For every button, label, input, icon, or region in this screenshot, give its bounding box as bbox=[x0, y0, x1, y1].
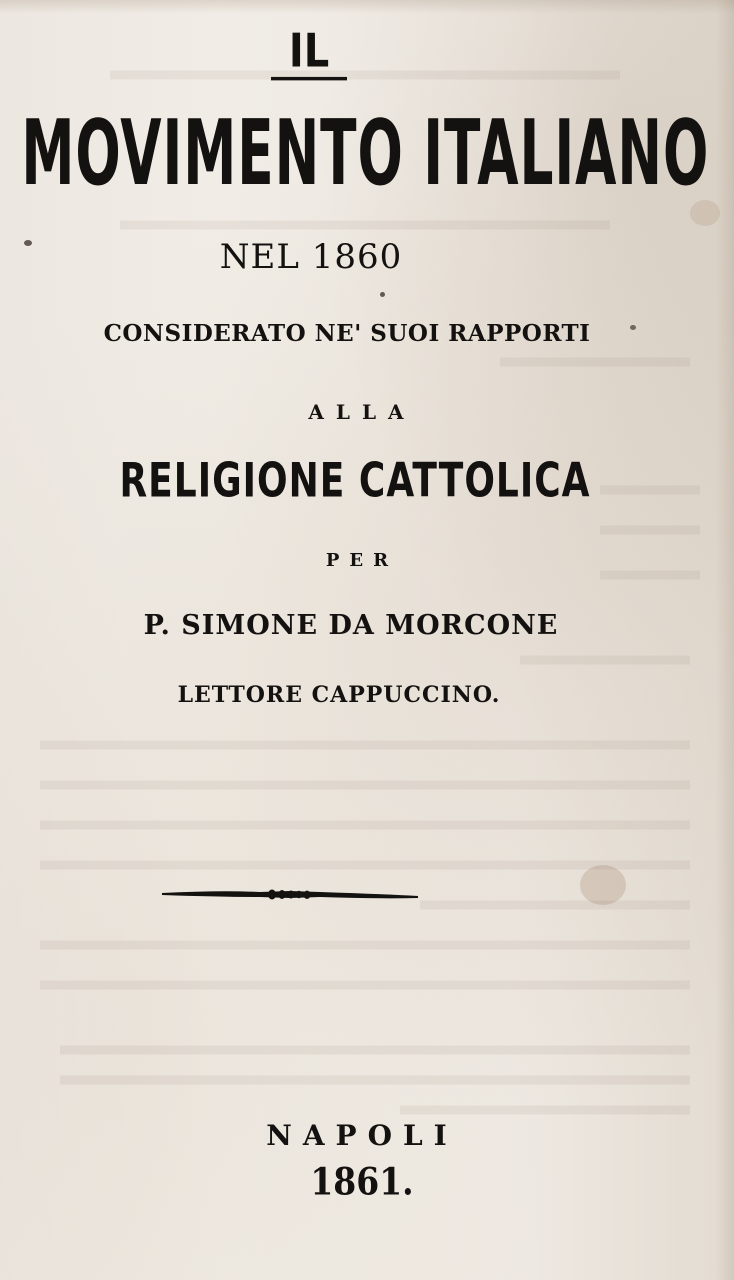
subject-title: RELIGIONE CATTOLICA bbox=[119, 454, 591, 509]
author-name: P. SIMONE DA MORCONE bbox=[143, 610, 559, 641]
foxing-spot bbox=[380, 292, 385, 297]
page-right-edge bbox=[716, 0, 734, 1280]
byline-per: PER bbox=[325, 550, 399, 571]
subtitle-preposition: ALLA bbox=[308, 400, 416, 424]
imprint-city: NAPOLI bbox=[266, 1119, 458, 1152]
imprint-year: 1861. bbox=[310, 1159, 414, 1204]
main-title: MOVIMENTO ITALIANO bbox=[21, 100, 710, 206]
title-article: IL bbox=[271, 29, 347, 81]
subtitle-line: CONSIDERATO NE' SUOI RAPPORTI bbox=[103, 320, 591, 347]
foxing-spot bbox=[580, 865, 626, 905]
ornamental-rule-icon bbox=[160, 880, 420, 910]
page-top-edge bbox=[0, 0, 734, 14]
author-role: LETTORE CAPPUCCINO. bbox=[177, 682, 501, 708]
title-year-line: NEL 1860 bbox=[219, 237, 403, 277]
